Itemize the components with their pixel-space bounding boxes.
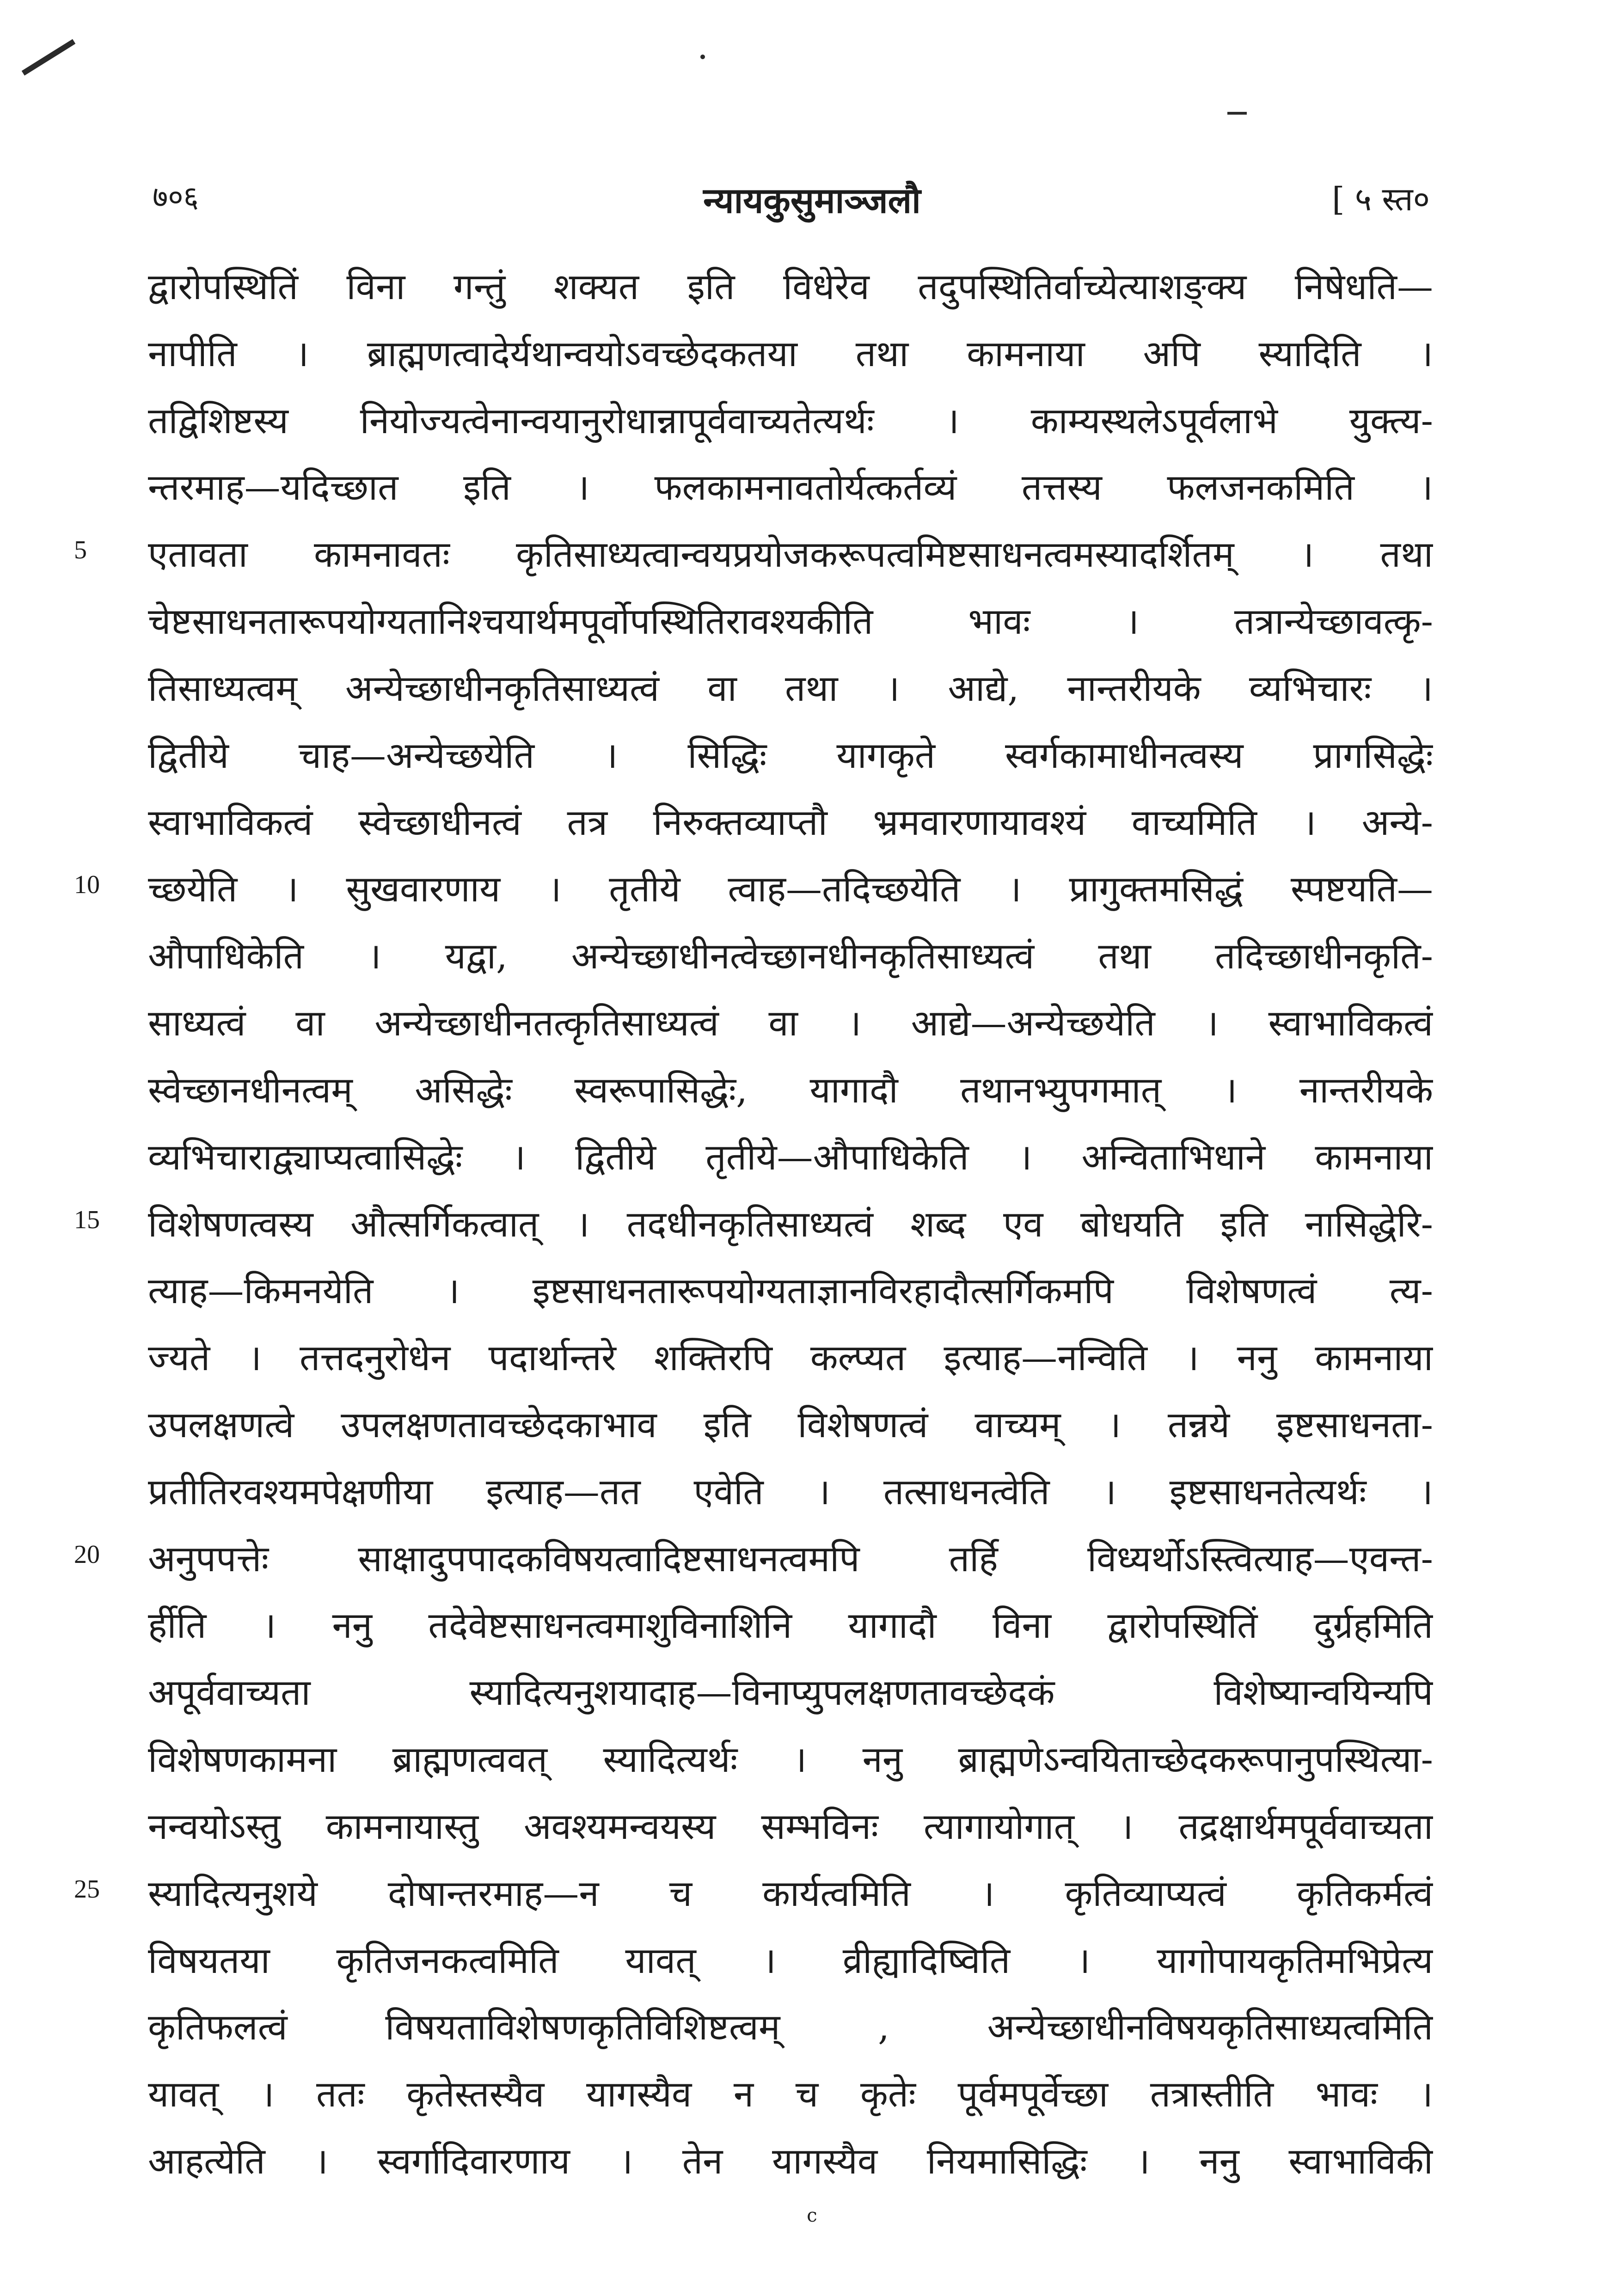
text-line: विशेषणकामना ब्राह्मणत्ववत् स्यादित्यर्थः । ननु ब्राह्मणेऽन्वयिताच्छेदकरूपानुपस्थित्या- [148, 1739, 1433, 1781]
text-line: नापीति । ब्राह्मणत्वादेर्यथान्वयोऽवच्छेदकतया तथा कामनाया अपि स्यादिति । [148, 333, 1433, 375]
text-line: विषयतया कृतिजनकत्वमिति यावत् । व्रीह्यादिष्विति । यागोपायकृतिमभिप्रेत्य [148, 1940, 1433, 1982]
text-line: विशेषणत्वस्य औत्सर्गिकत्वात् । तदधीनकृतिसाध्यत्वं शब्द एव बोधयति इति नासिद्धेरि- [148, 1204, 1433, 1245]
text-line: आहत्येति । स्वर्गादिवारणाय । तेन यागस्यैव नियमासिद्धिः । ननु स्वाभाविकी [148, 2141, 1433, 2182]
text-line: त्याह—किमनयेति । इष्टसाधनतारूपयोग्यताज्ञानविरहादौत्सर्गिकमपि विशेषणत्वं त्य- [148, 1270, 1433, 1312]
text-line: यावत् । ततः कृतेस्तस्यैव यागस्यैव न च कृतेः पूर्वमपूर्वेच्छा तत्रास्तीति भावः । [148, 2074, 1433, 2115]
text-line: प्रतीतिरवश्यमपेक्षणीया इत्याह—तत एवेति । तत्साधनत्वेति । इष्टसाधनतेत्यर्थः । [148, 1471, 1433, 1513]
page-number: ७०६ [153, 180, 199, 214]
text-line: न्तरमाह—यदिच्छात इति । फलकामनावतोर्यत्कर्तव्यं तत्तस्य फलजनकमिति । [148, 467, 1433, 508]
line-number: 10 [74, 870, 100, 899]
text-line: द्वितीये चाह—अन्येच्छयेति । सिद्धिः यागकृते स्वर्गकामाधीनत्वस्य प्रागसिद्धेः [148, 735, 1433, 777]
line-number: 25 [74, 1875, 100, 1904]
ink-speck [700, 55, 705, 59]
line-number: 20 [74, 1540, 100, 1569]
text-line: औपाधिकेति । यद्वा, अन्येच्छाधीनत्वेच्छानधीनकृतिसाध्यत्वं तथा तदिच्छाधीनकृति- [148, 936, 1433, 977]
running-title: न्यायकुसुमाञ्जलौ [703, 180, 921, 221]
text-line: अनुपपत्तेः साक्षादुपपादकविषयत्वादिष्टसाधनत्वमपि तर्हि विध्यर्थोऽस्त्वित्याह—एवन्त- [148, 1538, 1433, 1580]
line-number: 5 [74, 536, 87, 564]
text-line: तिसाध्यत्वम् अन्येच्छाधीनकृतिसाध्यत्वं वा तथा । आद्ये, नान्तरीयके व्यभिचारः । [148, 668, 1433, 710]
text-line: तद्विशिष्टस्य नियोज्यत्वेनान्वयानुरोधान्नापूर्ववाच्यतेत्यर्थः । काम्यस्थलेऽपूर्वलाभे युक्त्य- [148, 400, 1433, 442]
text-line: अपूर्ववाच्यता स्यादित्यनुशयादाह—विनाप्युपलक्षणतावच्छेदकं विशेष्यान्वयिन्यपि [148, 1672, 1433, 1714]
text-line: स्वेच्छानधीनत्वम् असिद्धेः स्वरूपासिद्धेः, यागादौ तथानभ्युपगमात् । नान्तरीयके [148, 1070, 1433, 1111]
text-line: कृतिफलत्वं विषयताविशेषणकृतिविशिष्टत्वम् , अन्येच्छाधीनविषयकृतिसाध्यत्वमिति [148, 2007, 1433, 2048]
text-line: स्यादित्यनुशये दोषान्तरमाह—न च कार्यत्वमिति । कृतिव्याप्यत्वं कृतिकर्मत्वं [148, 1873, 1433, 1915]
text-line: एतावता कामनावतः कृतिसाध्यत्वान्वयप्रयोजकरूपत्वमिष्टसाधनत्वमस्यादर्शितम् । तथा [148, 534, 1433, 576]
text-line: उपलक्षणत्वे उपलक्षणतावच्छेदकाभाव इति विशेषणत्वं वाच्यम् । तन्नये इष्टसाधनता- [148, 1404, 1433, 1446]
text-line: ज्यते । तत्तदनुरोधेन पदार्थान्तरे शक्तिरपि कल्प्यत इत्याह—नन्विति । ननु कामनाया [148, 1337, 1433, 1379]
text-line: नन्वयोऽस्तु कामनायास्तु अवश्यमन्वयस्य सम्भविनः त्यागायोगात् । तद्रक्षार्थमपूर्ववाच्यता [148, 1806, 1433, 1848]
line-number: 15 [74, 1206, 100, 1234]
text-line: स्वाभाविकत्वं स्वेच्छाधीनत्वं तत्र निरुक्तव्याप्तौ भ्रमवारणायावश्यं वाच्यमिति । अन्ये- [148, 802, 1433, 844]
ink-speck [22, 39, 76, 75]
text-line: र्हीति । ननु तदेवेष्टसाधनत्वमाशुविनाशिनि यागादौ विना द्वारोपस्थितिं दुर्ग्रहमिति [148, 1605, 1433, 1647]
text-line: च्छयेति । सुखवारणाय । तृतीये त्वाह—तदिच्छयेति । प्रागुक्तमसिद्धं स्पष्टयति— [148, 869, 1433, 910]
text-line: चेष्टसाधनतारूपयोग्यतानिश्चयार्थमपूर्वोपस्थितिरावश्यकीति भावः । तत्रान्येच्छावत्कृ- [148, 601, 1433, 643]
footer-mark: c [807, 2205, 817, 2226]
text-line: साध्यत्वं वा अन्येच्छाधीनतत्कृतिसाध्यत्वं वा । आद्ये—अन्येच्छयेति । स्वाभाविकत्वं [148, 1003, 1433, 1044]
page-header [0, 176, 1624, 231]
ink-speck [1227, 112, 1247, 115]
text-line: व्यभिचाराद्व्याप्यत्वासिद्धेः । द्वितीये तृतीये—औपाधिकेति । अन्विताभिधाने कामनाया [148, 1137, 1433, 1178]
section-marker: [ ५ स्त० [1332, 180, 1430, 218]
text-line: द्वारोपस्थितिं विना गन्तुं शक्यत इति विधेरेव तदुपस्थितिर्वाच्येत्याशङ्क्य निषेधति— [148, 266, 1433, 308]
